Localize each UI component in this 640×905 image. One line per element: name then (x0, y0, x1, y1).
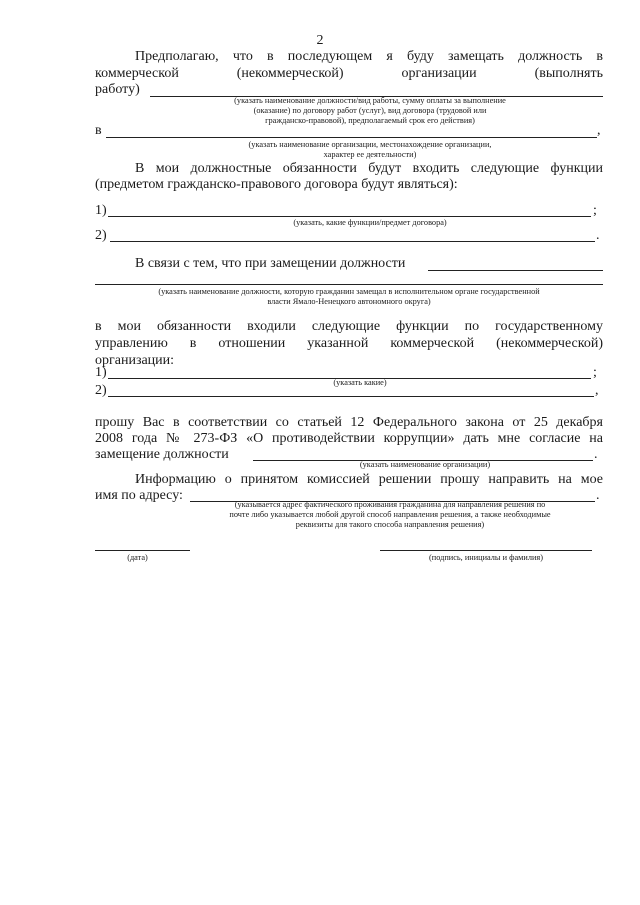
functions-line-2: (предметом гражданско-правового договора будут являться): (95, 177, 458, 192)
signature-line[interactable] (380, 550, 592, 551)
address-end: . (596, 488, 600, 503)
duty-item-1-number: 1) (95, 365, 107, 380)
address-line-1: Информацию о принятом комиссией решении прошу направить на мое (135, 472, 603, 487)
function-item-2-number: 2) (95, 228, 107, 243)
date-label: (дата) (127, 553, 148, 562)
hint-organization-1: (указать наименование организации, местонахождение организации, (248, 140, 492, 149)
hint-address-2: почте либо указывается любой другой способ направления решения, а также необходимые (229, 510, 551, 519)
hint-new-organization: (указать наименование организации) (359, 460, 491, 469)
function-item-1-end: ; (593, 203, 597, 218)
intent-line-3: работу) (95, 82, 140, 97)
intent-line-2: коммерческой (некоммерческой) организации (выполнять (95, 66, 603, 81)
hint-position-2: (оказание) по договору работ (услуг), вид договора (трудовой или (253, 106, 487, 115)
request-end: . (594, 447, 598, 462)
duty-item-1-end: ; (593, 365, 597, 380)
signature-label: (подпись, инициалы и фамилия) (429, 553, 543, 562)
duties-line-3: организации: (95, 353, 175, 368)
hint-address-3: реквизиты для такого способа направления решения) (295, 520, 485, 529)
hint-functions: (указать, какие функции/предмет договора) (293, 218, 447, 227)
duties-line-1: в мои обязанности входили следующие функции по государственному (95, 319, 603, 334)
function-item-2-end: . (596, 228, 600, 243)
former-position-line-1[interactable] (428, 270, 603, 271)
former-position-text: В связи с тем, что при замещении должности (135, 256, 406, 271)
intent-line-1: Предполагаю, что в последующем я буду замещать должность в (135, 49, 603, 64)
request-line-3: замещение должности (95, 447, 229, 462)
hint-duties: (указать какие) (333, 378, 387, 387)
page-number: 2 (316, 33, 324, 48)
hint-former-position-1: (указать наименование должности, которую гражданин замещал в исполнительном органе государственной (158, 287, 540, 296)
hint-position-3: гражданско-правовой), предполагаемый срок его действия) (265, 116, 475, 125)
function-item-2-line[interactable] (110, 241, 595, 242)
duties-line-2: управлению в отношении указанной коммерческой (некоммерческой) (95, 336, 603, 351)
hint-position-1: (указать наименование должности/вид работы, сумму оплаты за выполнение (234, 96, 506, 105)
request-line-2: 2008 года № 273-ФЗ «О противодействии коррупции» дать мне согласие на (95, 431, 603, 446)
address-line-2: имя по адресу: (95, 488, 183, 503)
duty-item-2-number: 2) (95, 383, 107, 398)
organization-suffix: , (597, 123, 601, 138)
duty-item-2-end: , (595, 383, 599, 398)
organization-prefix: в (95, 123, 102, 138)
hint-former-position-2: власти Ямало-Ненецкого автономного округа) (267, 297, 431, 306)
former-position-line-2[interactable] (95, 284, 603, 285)
duty-item-2-line[interactable] (108, 396, 594, 397)
function-item-1-line[interactable] (108, 216, 591, 217)
function-item-1-number: 1) (95, 203, 107, 218)
organization-fill-line[interactable] (106, 137, 597, 138)
functions-line-1: В мои должностные обязанности будут входить следующие функции (135, 161, 603, 176)
request-line-1: прошу Вас в соответствии со статьей 12 Федерального закона от 25 декабря (95, 415, 603, 430)
hint-organization-2: характер ее деятельности) (323, 150, 417, 159)
hint-address-1: (указывается адрес фактического проживания гражданина для направления решения по (234, 500, 546, 509)
date-line[interactable] (95, 550, 190, 551)
